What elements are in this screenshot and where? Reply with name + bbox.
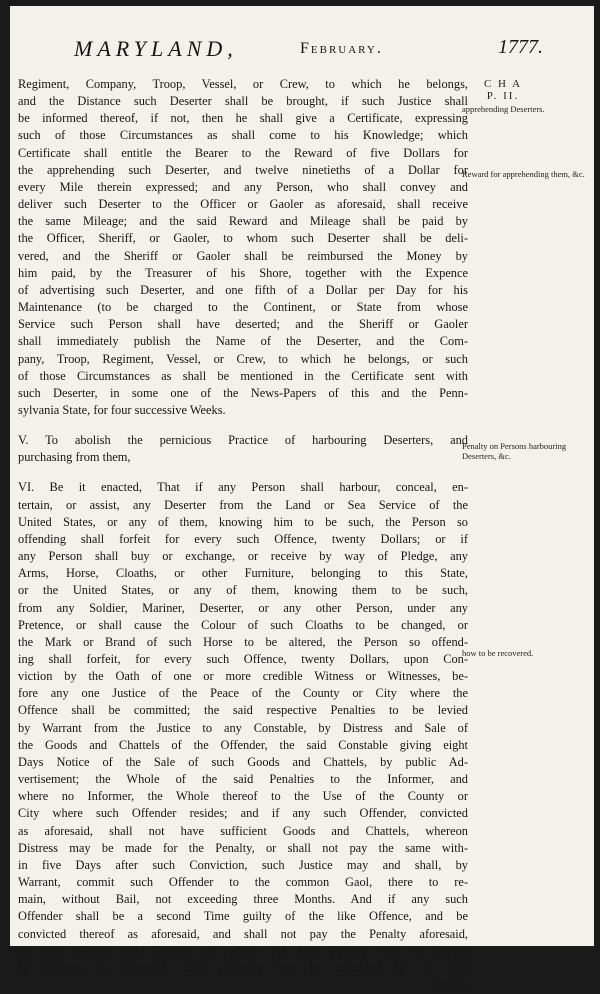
continuation-paragraph — [18, 76, 468, 419]
text-line: Arms, Horse, Cloaths, or other Furniture, belonging to this State, — [18, 566, 468, 581]
text-line: ing shall forfeit, for every such Offence, twenty Dollars, upon Con- — [18, 652, 468, 666]
text-line: in five Days after such Conviction, such Justice may and shall, by — [18, 857, 468, 872]
text-line: fore any one Justice of the Peace of the County or City where the — [18, 686, 468, 701]
text-line: such of those Circumstances as shall come to his Knowledge; which — [18, 128, 468, 143]
text-line: such Deserter, in some one of the News-Papers of this and the Penn- — [18, 385, 468, 400]
text-line: vered, and the Sheriff or Gaoler shall be reimbursed the Money by — [18, 248, 468, 263]
margin-note-reward: Reward for apprehending them, &c. — [462, 169, 585, 179]
main-text-column — [18, 76, 468, 994]
text-line: every Mile therein expressed; and any Person, who shall convey and — [18, 179, 468, 194]
text-line: Certificate shall entitle the Bearer to the Reward of five Dollars for — [18, 145, 468, 160]
margin-note-penalty: Penalty on Persons harbouring Deserters, &c. — [462, 441, 567, 461]
section-vi-paragraph — [18, 479, 468, 994]
text-line: Service such Person shall have deserted; and the Sheriff or Gaoler — [18, 317, 468, 332]
text-line: the Officer, Sheriff, or Gaoler, to whom such Deserter shall be deli- — [18, 231, 468, 246]
text-line: be informed thereof, if not, then he shall give a Certificate, expressing — [18, 111, 468, 126]
text-line: any Person shall buy or exchange, or receive by way of Pledge, any — [18, 549, 468, 564]
text-line: by Distress as aforesaid, such Offender may be adjudged by the said — [18, 960, 468, 975]
text-line: the apprehending such Deserter, and twelve ninetieths of a Dollar for — [18, 162, 468, 177]
text-line: by Warrant from the Justice to any Constable, by Distress and Sale of — [18, 720, 468, 735]
text-line: City where such Offender resides; and if any such Offender, convicted — [18, 806, 468, 821]
text-line: the Goods and Chattels of the Offender, the said Constable giving eight — [18, 737, 468, 752]
text-line: V. To abolish the pernicious Practice of harbouring Deserters, and — [18, 433, 468, 448]
text-line: where no Informer, the Whole thereof to the Use of the County or — [18, 789, 468, 804]
text-line: of those Circumstances as shall be mentioned in the Certificate sent with — [18, 368, 468, 383]
text-line: tertain, or assist, any Deserter from the Land or Sea Service of the — [18, 497, 468, 512]
text-line: Distress may be made for the Penalty, or shall not pay the same with- — [18, 840, 468, 855]
text-line: Pretence, or shall cause the Colour of such Cloaths to be changed, or — [18, 617, 468, 632]
text-line: sylvania State, for four successive Weeks. — [18, 402, 226, 417]
text-line: from any Soldier, Mariner, Deserter, or any other Person, under any — [18, 600, 468, 615]
text-line: deliver such Deserter to the Officer or Gaoler as aforesaid, shall receive — [18, 197, 468, 212]
section-v-preamble — [18, 432, 468, 466]
margin-note-recovery: how to be recovered. — [462, 648, 534, 658]
text-line: shall immediately publish the Name of the Deserter, and the Com- — [18, 334, 468, 349]
header-month: February. — [300, 40, 383, 57]
text-line: Offender shall be a second Time guilty of the like Offence, and be — [18, 909, 468, 924]
text-line: pany, Troop, Regiment, Vessel, or Crew, to which he belongs, or such — [18, 351, 468, 366]
text-line: and the Distance such Deserter shall be brought, if such Justice shall — [18, 94, 468, 109]
margin-note-apprehending: apprehending Deserters. — [462, 104, 545, 114]
text-line: United States, or any of them, knowing him to be such, the Person so — [18, 514, 468, 529]
text-line: purchasing from them, — [18, 450, 131, 465]
header-year: 1777. — [498, 36, 543, 58]
text-line: as aforesaid, shall not have sufficient Goods and Chattels, whereon — [18, 823, 468, 838]
text-line: Warrant, commit such Offender to the common Gaol, there to re- — [18, 875, 468, 890]
text-line: Regiment, Company, Troop, Vessel, or Crew, to which he belongs, — [18, 77, 468, 91]
header-state: MARYLAND, — [74, 36, 238, 61]
text-line: or the United States, or any of them, knowing them to be such, — [18, 583, 468, 598]
text-line: viction by the Oath of one or more credible Witness or Witnesses, be- — [18, 669, 468, 684]
text-line: offending shall forfeit for every such Offence, twenty Dollars; or if — [18, 531, 468, 546]
text-line: vertisement; the Whole of the said Penalties to the Informer, and — [18, 772, 468, 787]
chapter-heading: C H A P. II. — [483, 78, 523, 102]
text-line: him paid, by the Treasurer of his Shore, together with the Expence — [18, 265, 468, 280]
document-page — [10, 6, 594, 992]
text-line: of advertising such Deserter, and one fifth of a Dollar per Day for his — [18, 282, 468, 297]
text-line: the same Mileage; and the said Reward and Mileage shall be paid by — [18, 214, 468, 229]
text-line: VI. Be it enacted, That if any Person shall harbour, conceal, en- — [18, 480, 468, 495]
text-line: convicted thereof as aforesaid, and shall not pay the Penalty aforesaid, — [18, 926, 468, 941]
text-line: or have Goods and Chattels on which the said Penalty may be levied — [18, 943, 468, 958]
text-line: main, without Bail, not exceeding three Months. And if any such — [18, 892, 468, 907]
text-line: Days Notice of the Sale of such Goods and Chattels, by public Ad- — [18, 754, 468, 769]
text-line: the Mark or Brand of such Horse to be altered, the Person so offend- — [18, 634, 468, 649]
text-line: Maintenance (to be charged to the Continent, or State from whose — [18, 300, 468, 315]
text-line: Offence shall be committed; the said respective Penalties to be levied — [18, 703, 468, 718]
catchword: Justice, — [431, 977, 468, 992]
running-header — [10, 36, 594, 66]
